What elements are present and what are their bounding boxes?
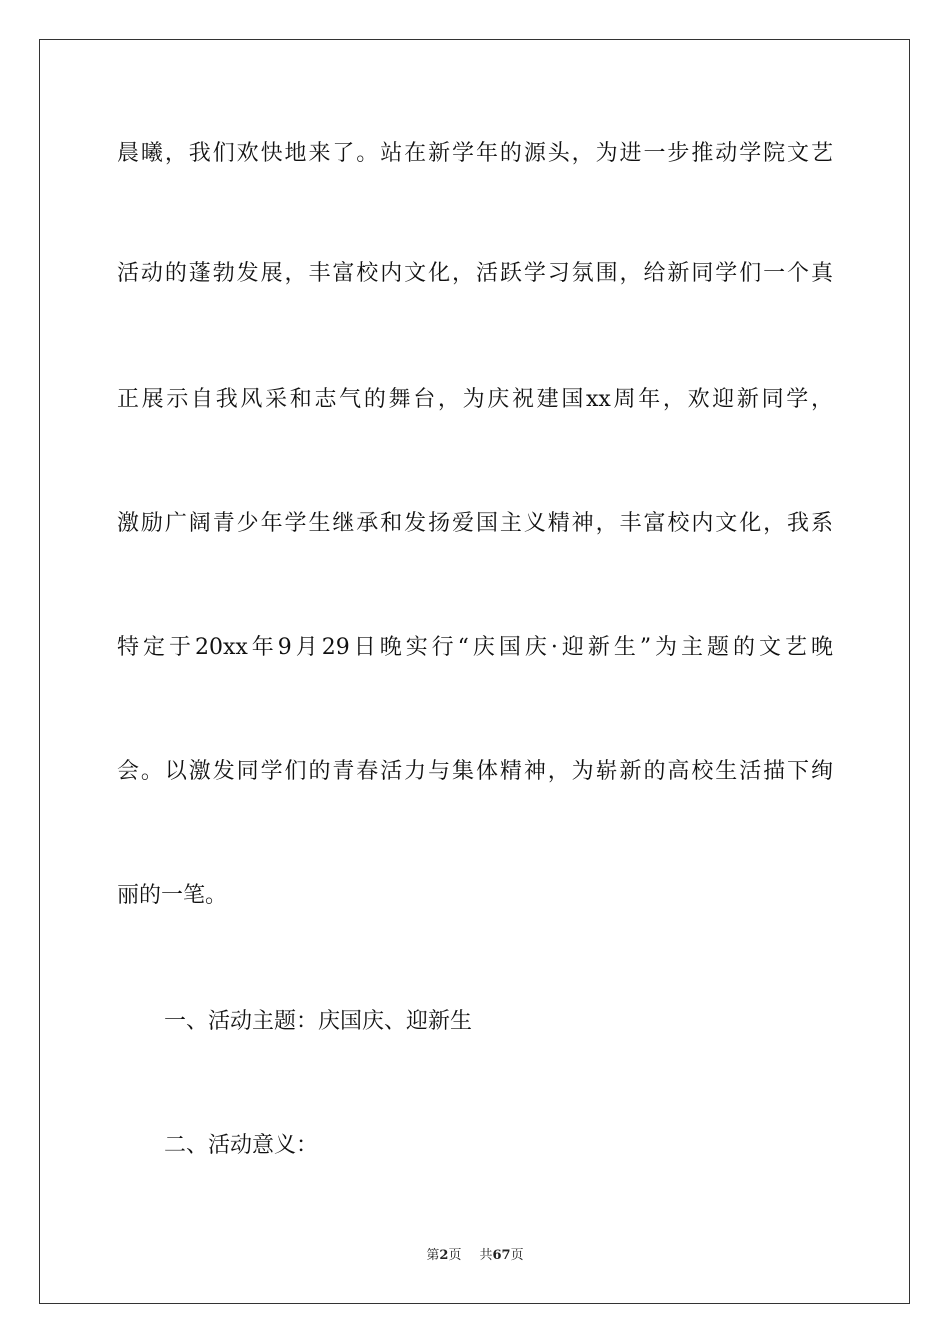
total-prefix: 共 [479,1248,493,1263]
total-pages: 67 [492,1248,511,1263]
page-border [39,39,910,1304]
page-suffix: 页 [448,1248,462,1263]
body-line-2: 活动的蓬勃发展，丰富校内文化，活跃学习氛围，给新同学们一个真 [117,261,833,286]
body-line-5: 特定于20xx年9月29日晚实行“庆国庆·迎新生”为主题的文艺晚 [117,635,833,660]
page-prefix: 第 [426,1248,440,1263]
section-heading-significance: 二、活动意义： [164,1133,319,1158]
body-line-6: 会。以激发同学们的青春活力与集体精神，为崭新的高校生活描下绚 [117,759,833,784]
page-footer [0,1248,950,1264]
body-line-4: 激励广阔青少年学生继承和发扬爱国主义精神，丰富校内文化，我系 [117,511,833,536]
total-suffix: 页 [510,1248,524,1263]
page-number: 2 [439,1248,449,1263]
body-line-3: 正展示自我风采和志气的舞台，为庆祝建国xx周年，欢迎新同学， [117,387,833,412]
body-line-1: 晨曦，我们欢快地来了。站在新学年的源头，为进一步推动学院文艺 [117,141,833,166]
section-heading-theme: 一、活动主题：庆国庆、迎新生 [164,1009,473,1034]
body-line-7: 丽的一笔。 [117,883,228,908]
